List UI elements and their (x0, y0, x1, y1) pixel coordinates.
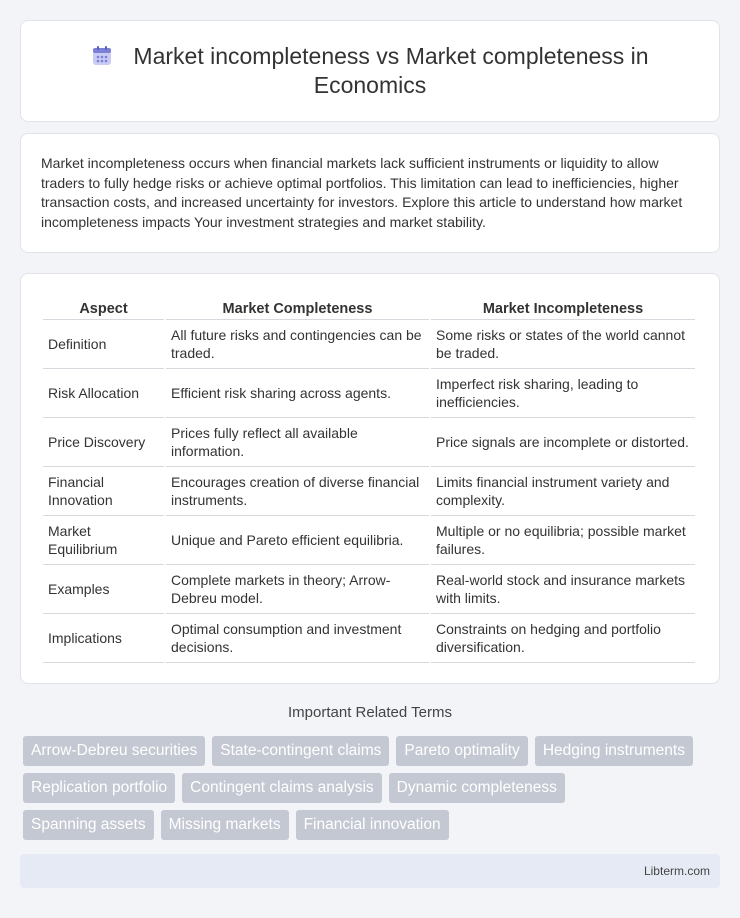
cell-aspect: Price Discovery (43, 418, 164, 467)
related-term-tag[interactable]: Arrow-Debreu securities (23, 736, 205, 766)
related-terms-row (23, 773, 723, 803)
header-completeness: Market Completeness (166, 294, 429, 320)
related-term-tag[interactable]: Replication portfolio (23, 773, 175, 803)
related-term-tag[interactable]: Dynamic completeness (389, 773, 565, 803)
calendar-icon (91, 45, 113, 67)
header-incompleteness: Market Incompleteness (431, 294, 695, 320)
table-row (43, 565, 695, 614)
footer (20, 854, 720, 888)
cell-incompleteness: Imperfect risk sharing, leading to inefficiencies. (431, 369, 695, 418)
related-term-tag[interactable]: Spanning assets (23, 810, 154, 840)
header-aspect: Aspect (43, 294, 164, 320)
table-row (43, 418, 695, 467)
page-title: Market incompleteness vs Market completeness in Economics (133, 43, 649, 98)
cell-completeness: Efficient risk sharing across agents. (166, 369, 429, 418)
table-row (43, 516, 695, 565)
cell-aspect: Definition (43, 320, 164, 369)
cell-incompleteness: Limits financial instrument variety and complexity. (431, 467, 695, 516)
cell-aspect: Risk Allocation (43, 369, 164, 418)
table-header-row (43, 294, 695, 320)
cell-aspect: Financial Innovation (43, 467, 164, 516)
title-card (20, 20, 720, 122)
related-term-tag[interactable]: Contingent claims analysis (182, 773, 382, 803)
related-term-tag[interactable]: Missing markets (161, 810, 289, 840)
comparison-table (41, 294, 697, 663)
cell-completeness: Optimal consumption and investment decisions. (166, 614, 429, 663)
cell-completeness: Encourages creation of diverse financial instruments. (166, 467, 429, 516)
related-term-tag[interactable]: State-contingent claims (212, 736, 389, 766)
intro-card (20, 133, 720, 253)
cell-incompleteness: Constraints on hedging and portfolio diversification. (431, 614, 695, 663)
table-row (43, 614, 695, 663)
comparison-card (20, 273, 720, 684)
table-row (43, 369, 695, 418)
related-terms-row (23, 810, 723, 840)
related-terms-list (23, 736, 723, 847)
footer-site[interactable]: Libterm.com (643, 864, 710, 878)
cell-completeness: Complete markets in theory; Arrow-Debreu model. (166, 565, 429, 614)
cell-incompleteness: Real-world stock and insurance markets with limits. (431, 565, 695, 614)
cell-aspect: Examples (43, 565, 164, 614)
table-row (43, 320, 695, 369)
related-terms-title: Important Related Terms (288, 704, 452, 721)
related-term-tag[interactable]: Hedging instruments (535, 736, 693, 766)
cell-incompleteness: Price signals are incomplete or distorted. (431, 418, 695, 467)
cell-completeness: All future risks and contingencies can be traded. (166, 320, 429, 369)
cell-incompleteness: Some risks or states of the world cannot be traded. (431, 320, 695, 369)
cell-completeness: Unique and Pareto efficient equilibria. (166, 516, 429, 565)
cell-aspect: Implications (43, 614, 164, 663)
related-term-tag[interactable]: Pareto optimality (396, 736, 527, 766)
related-terms-row (23, 736, 723, 766)
cell-aspect: Market Equilibrium (43, 516, 164, 565)
cell-completeness: Prices fully reflect all available information. (166, 418, 429, 467)
intro-text: Market incompleteness occurs when financial markets lack sufficient instruments or liquidity to allow traders to fully hedge risks or achieve optimal portfolios. This limitation can lead to inefficiencies, higher transaction costs, and increased uncertainty for investors. Explore this article to understand how market incompleteness impacts Your investment strategies and market stability. (41, 155, 683, 230)
page-title-wrap (51, 42, 689, 100)
cell-incompleteness: Multiple or no equilibria; possible market failures. (431, 516, 695, 565)
related-term-tag[interactable]: Financial innovation (296, 810, 449, 840)
table-row (43, 467, 695, 516)
